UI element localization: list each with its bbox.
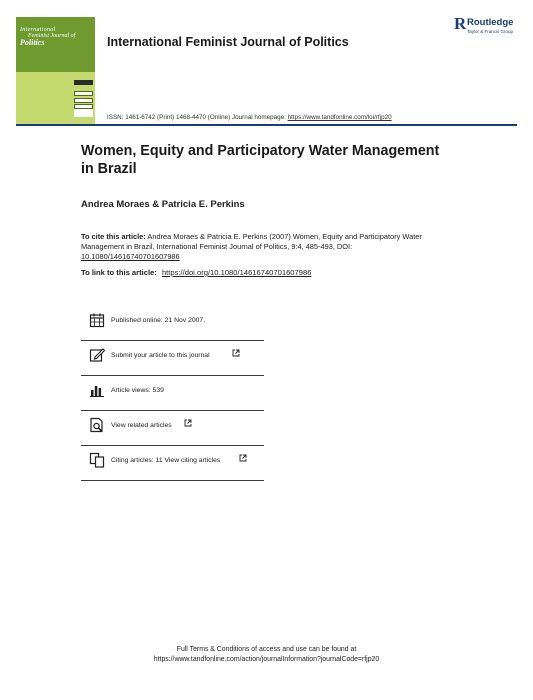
- article-info-list: [81, 306, 264, 481]
- publisher-logo: [454, 15, 520, 37]
- footer-terms-link[interactable]: https://www.tandfonline.com/action/journalInformation?journalCode=rfjp20: [153, 655, 380, 663]
- cite-doi-link[interactable]: 10.1080/14616740701607986: [81, 252, 180, 261]
- link-label: To link to this article:: [81, 268, 157, 277]
- footer-line1: Full Terms & Conditions of access and use can be found at: [176, 646, 357, 653]
- footer-terms: [0, 645, 533, 664]
- journal-cover-image: [16, 17, 95, 124]
- cover-decoration: [74, 91, 93, 96]
- external-link-icon: [232, 349, 240, 357]
- cite-label: To cite this article:: [81, 232, 146, 241]
- submit-row[interactable]: [81, 341, 264, 376]
- cover-title-line1: International: [20, 27, 56, 33]
- citing-articles-link[interactable]: Citing articles: 11 View citing articles: [111, 457, 221, 464]
- citation-block: [81, 232, 441, 262]
- cover-decoration: [74, 80, 93, 85]
- cover-publisher-logo: [74, 109, 93, 117]
- publisher-name: Routledge: [467, 17, 514, 28]
- published-date: Published online: 21 Nov 2007.: [111, 317, 206, 324]
- journal-homepage-link[interactable]: https://www.tandfonline.com/loi/rfjp20: [287, 114, 392, 121]
- cite-text: Andrea Moraes & Patricia E. Perkins (2007) Women, Equity and Participatory Water Management in Brazil, International Feminist Journal of Politics, 9:4, 485-493, DOI:: [81, 232, 422, 251]
- header-divider: [16, 124, 517, 126]
- article-doi-link[interactable]: https://doi.org/10.1080/14616740701607986: [161, 268, 312, 277]
- cover-decoration: [74, 98, 93, 103]
- journal-title: International Feminist Journal of Politics: [107, 35, 349, 49]
- article-views: Article views: 539: [111, 387, 164, 394]
- cover-title-line3: Politics: [20, 38, 45, 47]
- related-row[interactable]: [81, 411, 264, 446]
- article-link-line: [81, 268, 311, 277]
- copy-documents-icon: [89, 452, 105, 468]
- issn-line: [107, 114, 392, 121]
- routledge-r-icon: R: [454, 14, 467, 33]
- publisher-tagline: Taylor & Francis Group: [467, 29, 514, 34]
- article-title: Women, Equity and Participatory Water Management in Brazil: [81, 143, 440, 177]
- related-articles-link[interactable]: View related articles: [111, 422, 172, 429]
- cover-title: [20, 27, 92, 47]
- issn-text: ISSN: 1461-6742 (Print) 1468-4470 (Online) Journal homepage:: [107, 114, 286, 121]
- citing-row[interactable]: [81, 446, 264, 481]
- bar-chart-icon: [89, 382, 105, 398]
- external-link-icon: [239, 454, 247, 462]
- cover-title-line2: Feminist Journal of: [28, 33, 76, 39]
- submit-article-link[interactable]: Submit your article to this journal: [111, 352, 210, 359]
- document-search-icon: [89, 417, 105, 433]
- external-link-icon: [184, 419, 192, 427]
- article-authors: Andrea Moraes & Patricia E. Perkins: [81, 199, 245, 210]
- views-row: [81, 376, 264, 411]
- calendar-icon: [89, 312, 105, 328]
- published-row: [81, 306, 264, 341]
- edit-icon: [89, 347, 105, 363]
